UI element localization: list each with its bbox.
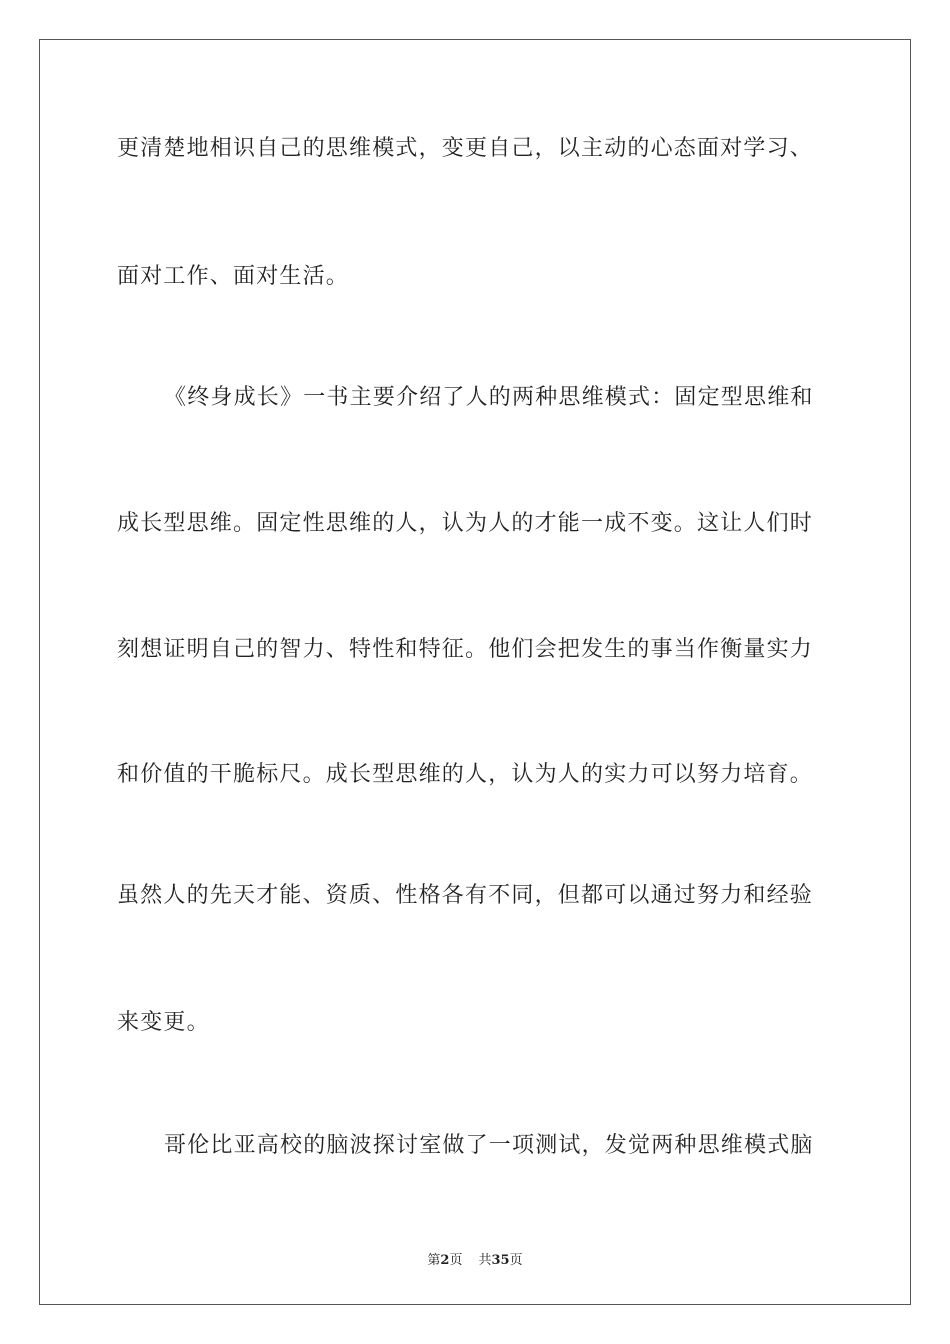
text-line: 虽然人的先天才能、资质、性格各有不同，但都可以通过努力和经验 [117,883,814,908]
current-page-number: 2 [440,1253,450,1268]
total-suffix: 页 [509,1253,523,1268]
page-footer [0,1249,950,1268]
text-line: 和价值的干脆标尺。成长型思维的人，认为人的实力可以努力培育。 [117,762,814,787]
page-frame [39,39,911,1305]
text-line: 成长型思维。固定性思维的人，认为人的才能一成不变。这让人们时 [117,511,814,536]
paragraph-start-line: 哥伦比亚高校的脑波探讨室做了一项测试，发觉两种思维模式脑 [164,1133,814,1158]
text-line: 更清楚地相识自己的思维模式，变更自己，以主动的心态面对学习、 [117,136,814,161]
page-prefix: 第 [427,1253,441,1268]
page-suffix: 页 [449,1253,463,1268]
text-line: 刻想证明自己的智力、特性和特征。他们会把发生的事当作衡量实力 [117,637,814,662]
paragraph-start-line: 《终身成长》一书主要介绍了人的两种思维模式：固定型思维和 [164,385,814,410]
total-page-count: 35 [491,1253,510,1268]
text-line: 面对工作、面对生活。 [117,264,350,289]
text-line: 来变更。 [117,1010,210,1035]
total-prefix: 共 [478,1253,492,1268]
